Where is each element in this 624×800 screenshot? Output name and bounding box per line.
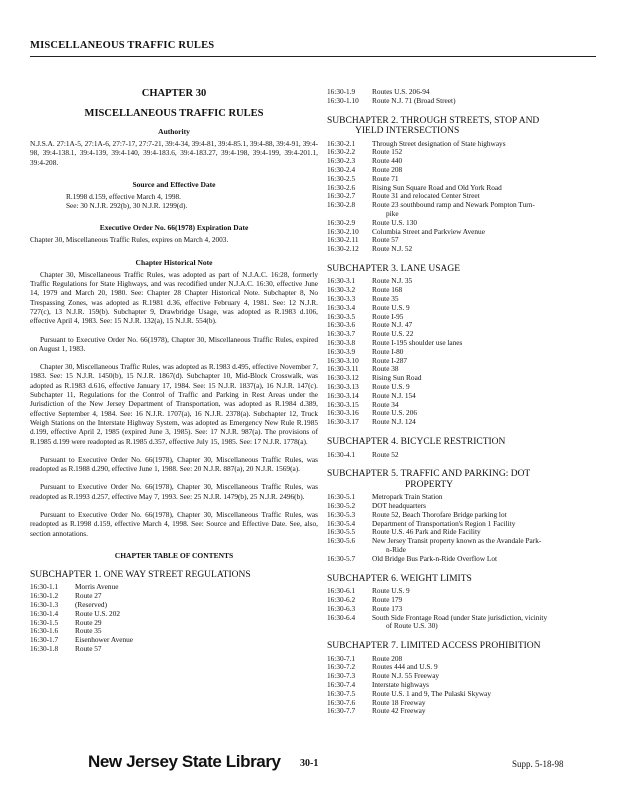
section-title-text: Route U.S. 1 and 9, The Pulaski Skyway xyxy=(372,688,492,698)
section-number: 16:30-1.4 xyxy=(30,608,59,618)
section-number: 16:30-2.5 xyxy=(327,173,356,183)
section-number: 16:30-5.7 xyxy=(327,553,356,563)
section-title xyxy=(372,451,597,460)
right-column xyxy=(327,88,597,726)
toc-entry xyxy=(30,645,318,654)
section-number: 16:30-2.8 xyxy=(327,200,356,210)
section-title xyxy=(372,707,597,716)
subchapter-6-title: SUBCHAPTER 6. WEIGHT LIMITS xyxy=(327,573,472,584)
subchapter-7-list xyxy=(327,655,597,717)
subchapter-2-title-line-2: YIELD INTERSECTIONS xyxy=(355,126,460,137)
section-title xyxy=(372,596,597,605)
section-title-text: Route I-287 xyxy=(372,355,408,365)
section-title-text: Route 52, Beach Thorofare Bridge parking lot xyxy=(372,509,507,519)
section-title-text: Route 208 xyxy=(372,164,403,174)
subchapter-3-title: SUBCHAPTER 3. LANE USAGE xyxy=(327,263,461,274)
authority-heading: Authority xyxy=(158,127,190,136)
toc-entry xyxy=(327,383,597,392)
toc-entry xyxy=(327,409,597,418)
section-number: 16:30-6.4 xyxy=(327,612,356,622)
section-number: 16:30-3.7 xyxy=(327,329,356,339)
section-title xyxy=(372,277,597,286)
section-number: 16:30-5.4 xyxy=(327,518,356,528)
toc-entry xyxy=(327,587,597,596)
section-title-text: Route 27 xyxy=(75,591,102,601)
section-number: 16:30-3.9 xyxy=(327,346,356,356)
subchapter-3-list xyxy=(327,277,597,427)
section-number: 16:30-2.6 xyxy=(327,182,356,192)
section-title-text: Route 57 xyxy=(75,643,102,653)
section-number: 16:30-7.1 xyxy=(327,653,356,663)
section-title-text: Route U.S. 206 xyxy=(372,408,417,418)
toc-entry xyxy=(327,201,597,219)
section-title xyxy=(372,555,597,564)
chapter-title: CHAPTER 30 xyxy=(141,88,207,99)
section-number: 16:30-2.10 xyxy=(327,226,359,236)
toc-entry xyxy=(327,401,597,410)
section-title xyxy=(372,228,597,237)
section-title xyxy=(75,645,318,654)
toc-entry xyxy=(327,596,597,605)
section-title xyxy=(372,148,597,157)
header-rule xyxy=(30,56,596,57)
toc-entry xyxy=(327,166,597,175)
section-title-text: Through Street designation of State highways xyxy=(372,138,506,148)
section-number: 16:30-3.15 xyxy=(327,399,359,409)
toc-entry xyxy=(327,286,597,295)
toc-entry xyxy=(327,157,597,166)
toc-entry xyxy=(327,493,597,502)
toc-entry xyxy=(327,97,597,106)
section-number: 16:30-3.11 xyxy=(327,364,359,374)
section-number: 16:30-3.17 xyxy=(327,417,359,427)
library-watermark: New Jersey State Library xyxy=(88,752,281,771)
section-number: 16:30-3.12 xyxy=(327,373,359,383)
section-number: 16:30-1.5 xyxy=(30,617,59,627)
section-title-text: Route 29 xyxy=(75,617,102,627)
toc-entry xyxy=(30,636,318,645)
subchapter-5-title-line-1: SUBCHAPTER 5. TRAFFIC AND PARKING: DOT xyxy=(327,469,531,480)
page-number: 30-1 xyxy=(300,758,319,769)
historical-note-heading: Chapter Historical Note xyxy=(135,257,213,267)
toc-entry xyxy=(327,295,597,304)
toc-entry xyxy=(327,451,597,460)
section-title-text: Route N.J. 55 Freeway xyxy=(372,671,440,681)
section-number: 16:30-5.6 xyxy=(327,536,356,546)
section-title-text: Route U.S. 202 xyxy=(75,608,120,618)
section-number: 16:30-4.1 xyxy=(327,449,356,459)
section-title xyxy=(372,304,597,313)
section-title-text: Route U.S. 9 xyxy=(372,302,410,312)
subchapter-5-title xyxy=(327,469,597,490)
section-number: 16:30-2.3 xyxy=(327,156,356,166)
section-title-text: Route 71 xyxy=(372,173,399,183)
section-number: 16:30-3.6 xyxy=(327,320,356,330)
section-title xyxy=(372,587,597,596)
toc-entry xyxy=(327,357,597,366)
supplement-date: Supp. 5-18-98 xyxy=(512,759,564,769)
section-title xyxy=(372,245,597,254)
subchapter-1-list-continued xyxy=(327,88,597,106)
toc-entry xyxy=(30,627,318,636)
section-title-text: Route 31 and relocated Center Street xyxy=(372,191,480,201)
subchapter-6-list xyxy=(327,587,597,631)
toc-entry xyxy=(327,614,597,632)
section-title xyxy=(75,619,318,628)
subchapter-5-title-line-2: PROPERTY xyxy=(405,479,453,490)
chapter-subtitle: MISCELLANEOUS TRAFFIC RULES xyxy=(84,108,264,119)
section-title-text: Route U.S. 46 Park and Ride Facility xyxy=(372,527,481,537)
section-title-text: Route 152 xyxy=(372,147,403,157)
toc-entry xyxy=(327,236,597,245)
section-title xyxy=(75,610,318,619)
section-title xyxy=(75,636,318,645)
section-number: 16:30-1.6 xyxy=(30,626,59,636)
section-number: 16:30-5.1 xyxy=(327,492,356,502)
section-title-text: Route U.S. 9 xyxy=(372,382,410,392)
historical-note-paragraph: Chapter 30, Miscellaneous Traffic Rules, was adopted as part of N.J.A.C. 16:28, formerly Traffic Regulations for State Highways, and was recodified under N.J.A.C. 16:30, effective June 14, 1979 and March 20, 1980. See: Chapter 28 Chapter Historical Note. Subchapter 8, No Trespassing Zones, was adopted as R.1981 d.36, effective February 4, 1981. See: 12 N.J.R. 727(c), 13 N.J.R. 159(b). Subchapter 9, Drawbridge Usage, was adopted as R.1983 d.106, effective April 4, 1983. See: 15 N.J.R. 132(a), 15 N.J.R. 554(b). xyxy=(30,269,318,326)
subchapter-4-title: SUBCHAPTER 4. BICYCLE RESTRICTION xyxy=(327,437,506,447)
exec-order-text: Chapter 30, Miscellaneous Traffic Rules, expires on March 4, 2003. xyxy=(30,235,229,245)
section-number: 16:30-6.1 xyxy=(327,586,356,596)
section-title-text: Route N.J. 52 xyxy=(372,244,413,254)
exec-order-heading: Executive Order No. 66(1978) Expiration Date xyxy=(99,223,249,233)
toc-entry xyxy=(327,339,597,348)
section-title xyxy=(372,392,597,401)
section-number: 16:30-2.12 xyxy=(327,244,359,254)
subchapter-7-title: SUBCHAPTER 7. LIMITED ACCESS PROHIBITION xyxy=(327,641,541,652)
section-title-text: Route N.J. 71 (Broad Street) xyxy=(372,95,456,105)
section-title-text: Department of Transportation's Region 1 Facility xyxy=(372,518,516,528)
section-title xyxy=(372,537,597,555)
section-title xyxy=(372,166,597,175)
section-number: 16:30-7.2 xyxy=(327,662,356,672)
section-title-text: Route 35 xyxy=(372,294,399,304)
toc-entry xyxy=(30,610,318,619)
historical-note-paragraph: Pursuant to Executive Order No. 66(1978), Chapter 30, Miscellaneous Traffic Rules, was readopted as R.1998 d.159, effective March 4, 1998. See: Source and Effective Date. See, also, section annotations. xyxy=(30,510,318,538)
toc-entry xyxy=(327,228,597,237)
section-title-text: Metropark Train Station xyxy=(372,492,443,502)
section-title-text: Route 18 Freeway xyxy=(372,697,426,707)
section-title-text: New Jersey Transit property known as the Avandale Park- xyxy=(372,536,542,546)
section-title-text: Route I-95 xyxy=(372,311,404,321)
section-title-text: Route U.S. 22 xyxy=(372,329,414,339)
section-number: 16:30-2.4 xyxy=(327,164,356,174)
toc-entry xyxy=(327,663,597,672)
toc-entry xyxy=(327,365,597,374)
section-title-text: Route I-195 shoulder use lanes xyxy=(372,338,463,348)
section-number: 16:30-6.2 xyxy=(327,594,356,604)
section-title-text: Rising Sun Road xyxy=(372,373,422,383)
section-number: 16:30-3.2 xyxy=(327,285,356,295)
section-title-text: Route N.J. 154 xyxy=(372,390,416,400)
section-title-text: Rising Sun Square Road and Old York Road xyxy=(372,182,502,192)
toc-heading: CHAPTER TABLE OF CONTENTS xyxy=(114,550,234,560)
section-number: 16:30-2.7 xyxy=(327,191,356,201)
section-title-text: Route U.S. 130 xyxy=(372,217,417,227)
section-number: 16:30-7.3 xyxy=(327,671,356,681)
section-title-text: Route N.J. 35 xyxy=(372,276,413,286)
section-number: 16:30-1.7 xyxy=(30,635,59,645)
section-title-text: Route 440 xyxy=(372,156,403,166)
toc-entry xyxy=(30,601,318,610)
section-title-text: Route 173 xyxy=(372,603,403,613)
historical-note-paragraph: Pursuant to Executive Order No. 66(1978), Chapter 30, Miscellaneous Traffic Rules, was readopted as R.1993 d.257, effective May 7, 1993. See: 25 N.J.R. 1479(b), 25 N.J.R. 2496(b). xyxy=(30,482,318,501)
toc-entry xyxy=(30,592,318,601)
section-title-text: DOT headquarters xyxy=(372,501,426,511)
toc-entry xyxy=(327,537,597,555)
source-line-2: See: 30 N.J.R. 292(b), 30 N.J.R. 1299(d). xyxy=(66,201,188,211)
historical-note-paragraph: Chapter 30, Miscellaneous Traffic Rules, was adopted as R.1983 d.495, effective November 7, 1983. See: 15 N.J.R. 1450(b), 15 N.J.R. 1867(d). Subchapter 10, Mid-Block Crosswalk, was adopted as R.1983 d.616, effective January 17, 1984. See: 15 N.J.R. 1837(a), 16 N.J.R. 147(c). Subchapter 11, Regulations for the Control of Traffic and Parking in Rest Areas under the Jurisdiction of the New Jersey Department of Transportation, was adopted as R.1984 d.389, effective September 4, 1984. See: 16 N.J.R. 1707(a), 16 N.J.R. 2378(a). Subchapter 12, Truck Weigh Stations on the Interstate Highway System, was adopted as Emergency New Rule R.1985 d.199, effective April 2, 1985 (expired June 3, 1985). See: 17 N.J.R. 987(a). The provisions of R.1985 d.199 were readopted as R.1985 d.357, effective July 15, 1985. See: 17 N.J.R. 1778(a). xyxy=(30,362,318,446)
section-title-text: Interstate highways xyxy=(372,680,429,690)
section-title-text: Route 57 xyxy=(372,235,399,245)
section-number: 16:30-3.4 xyxy=(327,302,356,312)
toc-entry xyxy=(327,655,597,664)
section-title xyxy=(372,140,597,149)
section-number: 16:30-3.5 xyxy=(327,311,356,321)
toc-entry xyxy=(327,392,597,401)
section-number: 16:30-7.6 xyxy=(327,697,356,707)
section-number: 16:30-5.2 xyxy=(327,501,356,511)
section-title xyxy=(372,286,597,295)
section-number: 16:30-6.3 xyxy=(327,603,356,613)
section-number: 16:30-3.16 xyxy=(327,408,359,418)
toc-entry xyxy=(327,699,597,708)
toc-entry xyxy=(327,690,597,699)
section-title-text: Route I-80 xyxy=(372,346,404,356)
subchapter-2-title xyxy=(327,116,597,137)
section-title-text: Route N.J. 124 xyxy=(372,417,416,427)
section-title-text: Route 34 xyxy=(372,399,399,409)
section-number: 16:30-2.11 xyxy=(327,235,359,245)
section-title xyxy=(372,418,597,427)
section-title-text: Route 42 Freeway xyxy=(372,706,426,716)
section-title-text: Old Bridge Bus Park-n-Ride Overflow Lot xyxy=(372,553,498,563)
section-number: 16:30-7.4 xyxy=(327,680,356,690)
section-number: 16:30-7.7 xyxy=(327,706,356,716)
source-heading: Source and Effective Date xyxy=(132,179,216,189)
section-number: 16:30-2.1 xyxy=(327,138,356,148)
toc-entry xyxy=(327,313,597,322)
section-title-text: Route 52 xyxy=(372,449,399,459)
toc-entry xyxy=(327,374,597,383)
section-title-text: Eisenhower Avenue xyxy=(75,635,134,645)
subchapter-1-title: SUBCHAPTER 1. ONE WAY STREET REGULATIONS xyxy=(30,569,251,580)
section-number: 16:30-3.1 xyxy=(327,276,356,286)
subchapter-2-list xyxy=(327,140,597,254)
section-title-text: Route 23 southbound ramp and Newark Pompton Turn- xyxy=(372,200,535,210)
source-line-1: R.1998 d.159, effective March 4, 1998. xyxy=(66,191,181,201)
section-title xyxy=(372,97,597,106)
section-title-continuation: n-Ride xyxy=(386,545,406,555)
section-number: 16:30-7.5 xyxy=(327,688,356,698)
subchapter-1-list xyxy=(30,583,318,653)
section-number: 16:30-1.2 xyxy=(30,591,59,601)
section-title-text: Routes 444 and U.S. 9 xyxy=(372,662,438,672)
toc-entry xyxy=(30,583,318,592)
section-title-continuation: pike xyxy=(386,208,399,218)
toc-entry xyxy=(327,140,597,149)
section-title xyxy=(372,201,597,219)
section-number: 16:30-3.14 xyxy=(327,390,359,400)
section-number: 16:30-1.8 xyxy=(30,643,59,653)
section-title xyxy=(372,357,597,366)
section-title-text: Morris Avenue xyxy=(75,582,119,592)
toc-entry xyxy=(30,619,318,628)
authority-text: N.J.S.A. 27:1A-5, 27:1A-6, 27:7-17, 27:7-21, 39:4-34, 39:4-81, 39:4-85.1, 39:4-88, 39:4-91, 39:4-98, 39:4-138.1, 39:4-139, 39:4-140, 39:4-183.6, 39:4-183.27, 39:4-198, 39:4-199, 39:4-201.1, 39:4-208. xyxy=(30,139,318,167)
subchapter-4-list xyxy=(327,451,597,460)
subchapter-5-list xyxy=(327,493,597,563)
section-title xyxy=(372,614,597,632)
section-title-text: Route 38 xyxy=(372,364,399,374)
toc-entry xyxy=(327,348,597,357)
section-title-text: Columbia Street and Parkview Avenue xyxy=(372,226,485,236)
toc-entry xyxy=(327,321,597,330)
section-number: 16:30-5.3 xyxy=(327,509,356,519)
toc-entry xyxy=(327,148,597,157)
section-number: 16:30-2.2 xyxy=(327,147,356,157)
running-title: MISCELLANEOUS TRAFFIC RULES xyxy=(30,40,215,51)
section-title-continuation: of Route U.S. 30) xyxy=(386,621,438,631)
section-number: 16:30-1.1 xyxy=(30,582,59,592)
section-title-text: Routes U.S. 206-94 xyxy=(372,87,430,96)
section-number: 16:30-2.9 xyxy=(327,217,356,227)
section-title xyxy=(372,157,597,166)
section-number: 16:30-3.13 xyxy=(327,382,359,392)
section-number: 16:30-1.10 xyxy=(327,95,359,105)
toc-entry xyxy=(327,277,597,286)
toc-entry xyxy=(327,707,597,716)
section-title xyxy=(75,592,318,601)
toc-entry xyxy=(327,88,597,97)
toc-entry xyxy=(327,672,597,681)
toc-entry xyxy=(327,304,597,313)
section-number: 16:30-3.10 xyxy=(327,355,359,365)
section-title-text: Route 35 xyxy=(75,626,102,636)
left-column xyxy=(30,88,318,664)
toc-entry xyxy=(327,555,597,564)
historical-note-paragraph: Pursuant to Executive Order No. 66(1978), Chapter 30, Miscellaneous Traffic Rules, was readopted as R.1988 d.290, effective June 1, 1988. See: 20 N.J.R. 887(a), 20 N.J.R. 1569(a). xyxy=(30,454,318,474)
section-title-text: (Reserved) xyxy=(75,600,108,609)
section-title-text: Route U.S. 9 xyxy=(372,586,410,596)
section-title-text: Route 179 xyxy=(372,594,403,604)
section-number: 16:30-1.3 xyxy=(30,600,59,609)
section-title xyxy=(75,583,318,592)
section-title xyxy=(372,339,597,348)
section-title-text: South Side Frontage Road (under State jurisdiction, vicinity xyxy=(372,612,548,622)
section-number: 16:30-1.9 xyxy=(327,87,356,96)
section-number: 16:30-5.5 xyxy=(327,527,356,537)
section-number: 16:30-3.8 xyxy=(327,338,356,348)
historical-note-paragraph: Pursuant to Executive Order No. 66(1978), Chapter 30, Miscellaneous Traffic Rules, expired on August 1, 1983. xyxy=(30,334,318,353)
toc-entry xyxy=(327,245,597,254)
section-title-text: Route N.J. 47 xyxy=(372,320,413,330)
section-title-text: Route 208 xyxy=(372,653,403,663)
section-title-text: Route 168 xyxy=(372,285,403,295)
toc-entry xyxy=(327,418,597,427)
section-number: 16:30-3.3 xyxy=(327,294,356,304)
subchapter-2-title-line-1: SUBCHAPTER 2. THROUGH STREETS, STOP AND xyxy=(327,115,540,126)
